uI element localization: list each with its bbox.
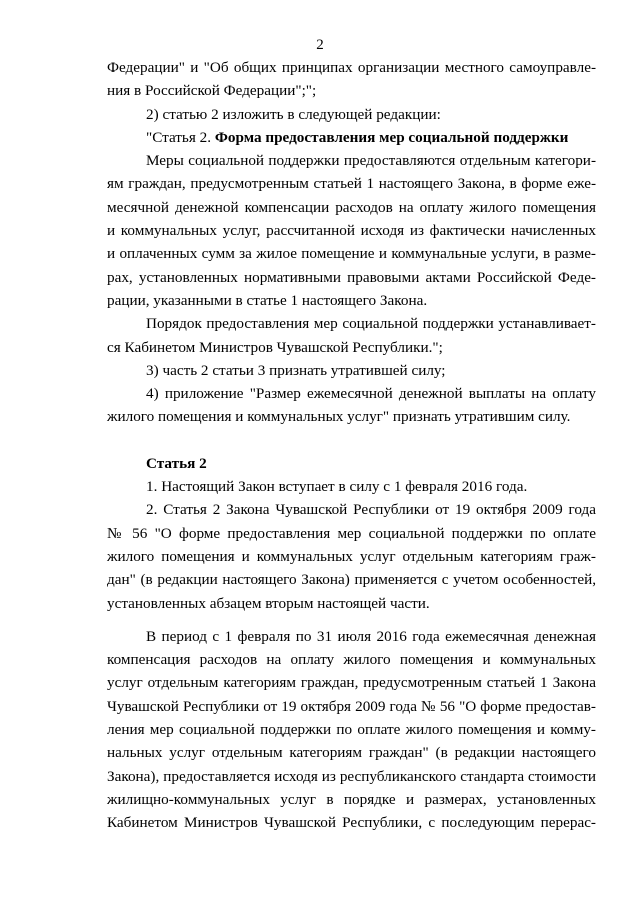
text-line: ления мер социальной поддержки по оплате жилого помещения и комму-	[107, 721, 596, 739]
text-line: компенсация расходов на оплату жилого помещения и коммунальных	[107, 651, 596, 669]
text-line: услуг отдельным категориям граждан, предусмотренным статьей 1 Закона	[107, 674, 596, 692]
text-line: Меры социальной поддержки предоставляются отдельным категори-	[146, 152, 596, 170]
text-line: и оплаченных сумм за жилое помещение и коммунальные услуги, в разме-	[107, 245, 596, 263]
text-line: 1. Настоящий Закон вступает в силу с 1 февраля 2016 года.	[146, 478, 528, 496]
paragraph-item-2	[107, 103, 596, 126]
text-line: Федерации" и "Об общих принципах организации местного самоуправле-	[107, 59, 596, 76]
article-2-title: Статья 2	[146, 454, 207, 472]
text-line: ния в Российской Федерации";";	[107, 82, 317, 100]
text-line: Порядок предоставления мер социальной поддержки устанавливает-	[146, 315, 596, 333]
text-line: Кабинетом Министров Чувашской Республики, с последующим перерас-	[107, 814, 596, 832]
article-2-heading	[107, 126, 596, 149]
spacer	[107, 615, 596, 625]
text-line: рации, указанными в статье 1 настоящего Закона.	[107, 291, 428, 309]
text-line: установленных абзацем вторым настоящей части.	[107, 594, 430, 612]
text-line: месячной денежной компенсации расходов на оплату жилого помещения	[107, 198, 596, 216]
text-line: Чувашской Республики от 19 октября 2009 года № 56 "О форме предостав-	[107, 697, 596, 715]
page-number: 2	[316, 37, 324, 53]
text-line: ям граждан, предусмотренным статьей 1 настоящего Закона, в форме еже-	[107, 175, 596, 193]
paragraph-item-3	[107, 359, 596, 382]
paragraph-social-support-measures	[107, 149, 596, 312]
paragraph-procedure	[107, 312, 596, 359]
paragraph-application	[107, 498, 596, 614]
text-line: 4) приложение "Размер ежемесячной денежной выплаты на оплату	[146, 385, 596, 403]
article-heading-prefix: "Статья 2.	[146, 128, 215, 146]
text-line: № 56 "О форме предоставления мер социальной поддержки по оплате	[107, 524, 596, 542]
text-line: 3) часть 2 статьи 3 признать утратившей силу;	[146, 361, 446, 379]
text-line: жилого помещения и коммунальных услуг" признать утратившим силу.	[107, 408, 571, 426]
text-line: жилого помещения и коммунальных услуг отдельным категориям граж-	[107, 547, 596, 565]
paragraph-entry-into-force	[107, 475, 596, 498]
text-line: жилищно-коммунальных услуг в порядке и размерах, установленных	[107, 790, 596, 808]
paragraph-transition-period	[107, 625, 596, 835]
spacer	[107, 429, 596, 452]
text-line: дан" (в редакции настоящего Закона) применяется с учетом особенностей,	[107, 571, 596, 589]
paragraph-item-4	[107, 382, 596, 429]
text-line: ся Кабинетом Министров Чувашской Республики.";	[107, 338, 443, 356]
text-line: рах, установленных нормативными правовыми актами Российской Феде-	[107, 268, 596, 286]
article-heading-title: Форма предоставления мер социальной поддержки	[214, 128, 569, 146]
text-line: 2. Статья 2 Закона Чувашской Республики от 19 октября 2009 года	[146, 501, 596, 519]
text-line: нальных услуг отдельным категориям граждан" (в редакции настоящего	[107, 744, 596, 762]
text-line: 2) статью 2 изложить в следующей редакции:	[146, 105, 441, 123]
text-line: Закона), предоставляется исходя из республиканского стандарта стоимости	[107, 767, 596, 785]
text-line: В период с 1 февраля по 31 июля 2016 года ежемесячная денежная	[146, 627, 596, 645]
paragraph-federation-reference	[107, 56, 596, 103]
text-line: и коммунальных услуг, рассчитанной исходя из фактически начисленных	[107, 222, 596, 240]
document-body	[107, 56, 596, 835]
